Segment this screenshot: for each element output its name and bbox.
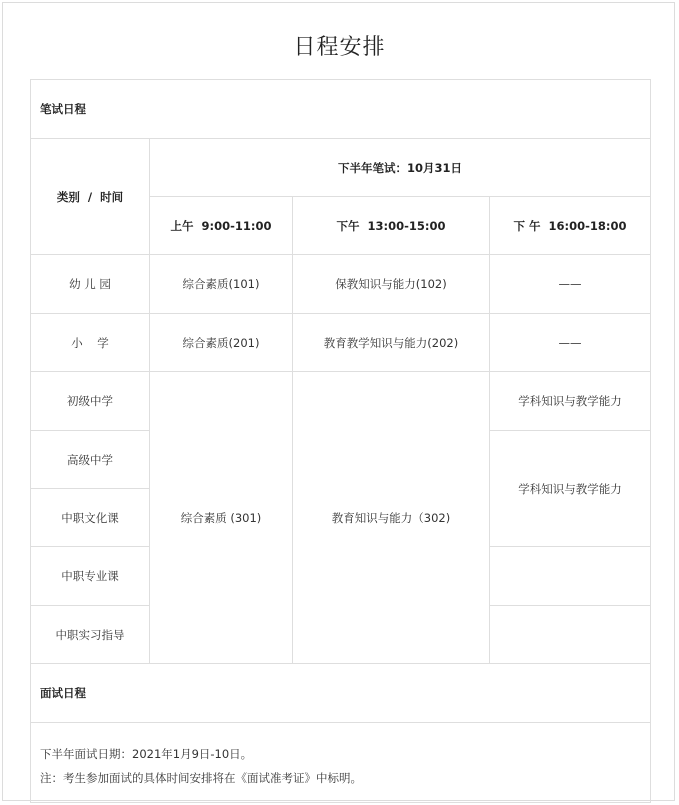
empty-cell bbox=[490, 606, 651, 664]
page-title: 日程安排 bbox=[293, 35, 386, 60]
interview-note-line: 注：考生参加面试的具体时间安排将在《面试准考证》中标明。 bbox=[40, 771, 362, 785]
exam-cell: —— bbox=[490, 314, 651, 372]
interview-notes-row bbox=[31, 723, 651, 803]
category-time-header: 类别 / 时间 bbox=[31, 139, 150, 255]
category-cell: 初级中学 bbox=[31, 372, 150, 431]
exam-cell: 教育教学知识与能力(202) bbox=[293, 314, 490, 372]
category-cell: 幼 儿 园 bbox=[31, 255, 150, 314]
exam-cell-senior-vocational-subject: 学科知识与教学能力 bbox=[490, 431, 651, 547]
category-cell: 中职文化课 bbox=[31, 489, 150, 547]
interview-date-line: 下半年面试日期：2021年1月9日-10日。 bbox=[40, 747, 253, 761]
table-row bbox=[31, 314, 651, 372]
exam-cell: 保教知识与能力(102) bbox=[293, 255, 490, 314]
interview-section-title: 面试日程 bbox=[31, 664, 651, 723]
exam-cell: —— bbox=[490, 255, 651, 314]
exam-cell-secondary-morning: 综合素质 (301) bbox=[150, 372, 293, 664]
exam-cell-secondary-afternoon: 教育知识与能力（302) bbox=[293, 372, 490, 664]
exam-cell: 综合素质(101) bbox=[150, 255, 293, 314]
category-cell: 中职专业课 bbox=[31, 547, 150, 606]
written-section-row bbox=[31, 80, 651, 139]
interview-notes bbox=[31, 723, 651, 803]
written-date-header: 下半年笔试：10月31日 bbox=[150, 139, 651, 197]
slot-header-afternoon-1: 下午 13:00-15:00 bbox=[293, 197, 490, 255]
slot-header-morning: 上午 9:00-11:00 bbox=[150, 197, 293, 255]
category-cell: 小 学 bbox=[31, 314, 150, 372]
empty-cell bbox=[490, 547, 651, 606]
category-cell: 高级中学 bbox=[31, 431, 150, 489]
slot-header-afternoon-2: 下 午 16:00-18:00 bbox=[490, 197, 651, 255]
header-row-date bbox=[31, 139, 651, 197]
schedule-table bbox=[30, 79, 651, 803]
written-section-title: 笔试日程 bbox=[31, 80, 651, 139]
category-cell: 中职实习指导 bbox=[31, 606, 150, 664]
table-row bbox=[31, 255, 651, 314]
table-row bbox=[31, 372, 651, 431]
interview-section-row bbox=[31, 664, 651, 723]
exam-cell-junior-subject: 学科知识与教学能力 bbox=[490, 372, 651, 431]
exam-cell: 综合素质(201) bbox=[150, 314, 293, 372]
